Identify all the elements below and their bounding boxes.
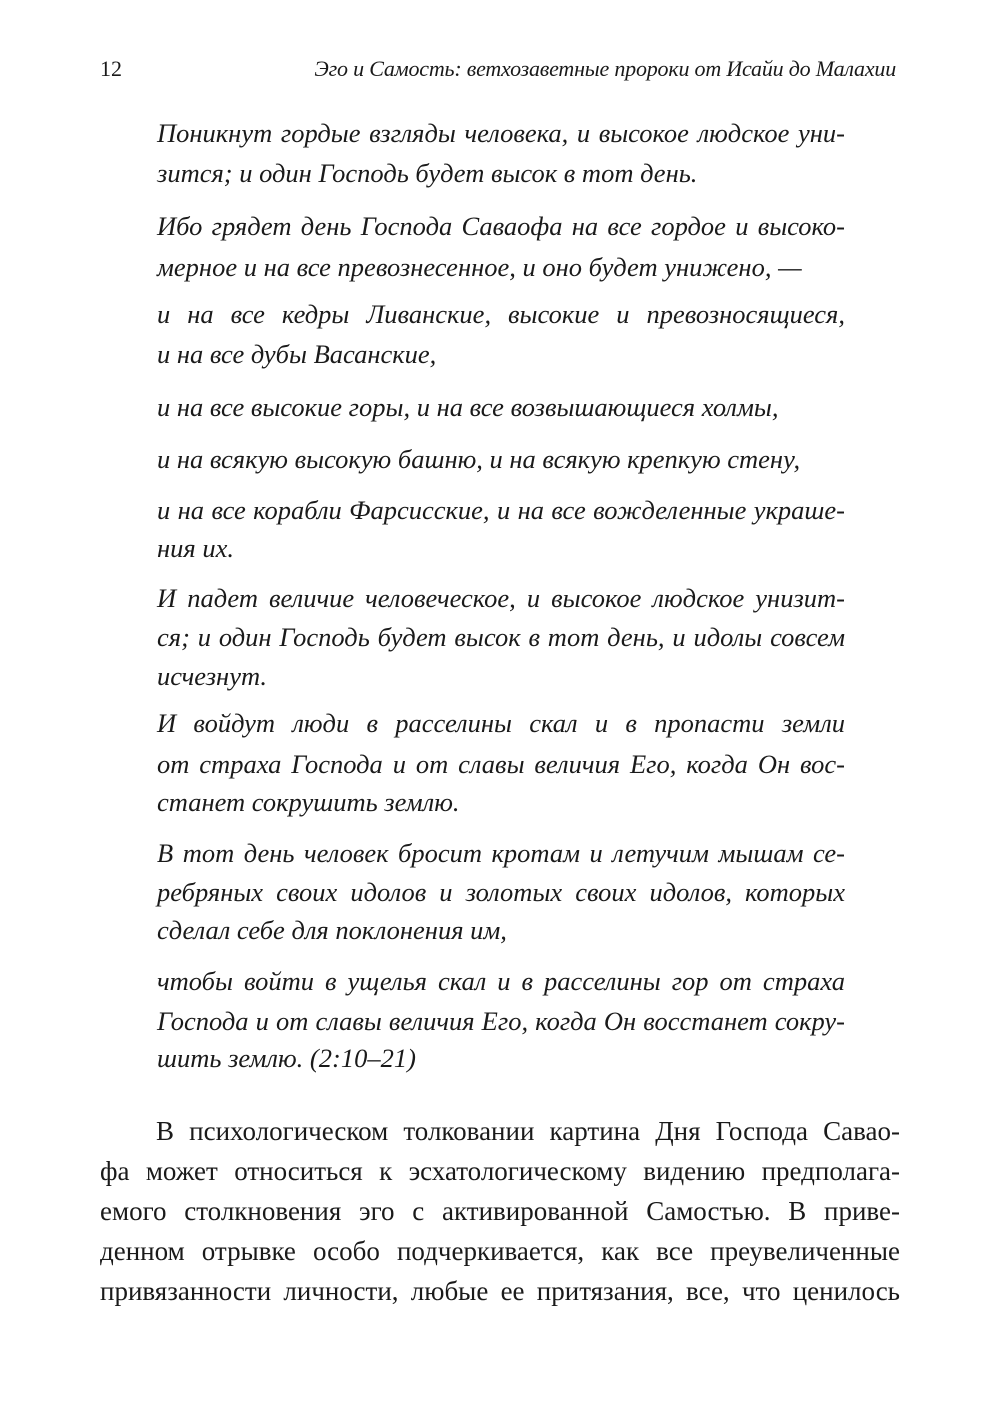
quote-line: и на все кедры Ливанские, высокие и превозносящиеся, <box>157 299 845 329</box>
quote-line: мерное и на все превознесенное, и оно будет унижено, — <box>157 252 802 282</box>
quote-line: сделал себе для поклонения им, <box>157 915 507 945</box>
quote-line: и на все корабли Фарсисские, и на все вожделенные украше- <box>157 495 845 525</box>
running-header <box>100 56 896 88</box>
quote-line: В тот день человек бросит кротам и летучим мышам се- <box>157 838 845 868</box>
body-line: фа может относиться к эсхатологическому видению предполага- <box>100 1156 900 1186</box>
body-line: денном отрывке особо подчеркивается, как все преувеличенные <box>100 1236 900 1266</box>
quote-line: от страха Господа и от славы величия Его, когда Он вос- <box>157 749 845 779</box>
quote-line: и на всякую высокую башню, и на всякую крепкую стену, <box>157 444 801 474</box>
quote-line: ребряных своих идолов и золотых своих идолов, которых <box>157 877 845 907</box>
running-title: Эго и Самость: ветхозаветные пророки от Исайи до Малахии <box>314 56 896 81</box>
quote-line: чтобы войти в ущелья скал и в расселины гор от страха <box>157 966 845 996</box>
quote-line: Ибо грядет день Господа Саваофа на все гордое и высоко- <box>157 211 845 241</box>
quote-line: ния их. <box>157 533 234 563</box>
quote-line: Господа и от славы величия Его, когда Он восстанет сокру- <box>157 1006 845 1036</box>
quote-line: ся; и один Господь будет высок в тот день, и идолы совсем <box>157 622 845 652</box>
quote-line: и на все дубы Васанские, <box>157 339 437 369</box>
quote-line: и на все высокие горы, и на все возвышающиеся холмы, <box>157 392 779 422</box>
quote-line: шить землю. (2:10–21) <box>157 1043 416 1073</box>
quote-line: станет сокрушить землю. <box>157 787 460 817</box>
page-number: 12 <box>100 56 122 81</box>
quote-line: Поникнут гордые взгляды человека, и высокое людское уни- <box>157 118 845 148</box>
body-line: В психологическом толковании картина Дня Господа Савао- <box>156 1116 900 1146</box>
body-line: привязанности личности, любые ее притязания, все, что ценилось <box>100 1276 900 1306</box>
quote-line: И падет величие человеческое, и высокое людское унизит- <box>157 583 845 613</box>
quote-line: исчезнут. <box>157 661 268 691</box>
quote-line: зится; и один Господь будет высок в тот день. <box>157 158 698 188</box>
quote-line: И войдут люди в расселины скал и в пропасти земли <box>157 708 845 738</box>
body-line: емого столкновения эго с активированной Самостью. В приве- <box>100 1196 900 1226</box>
